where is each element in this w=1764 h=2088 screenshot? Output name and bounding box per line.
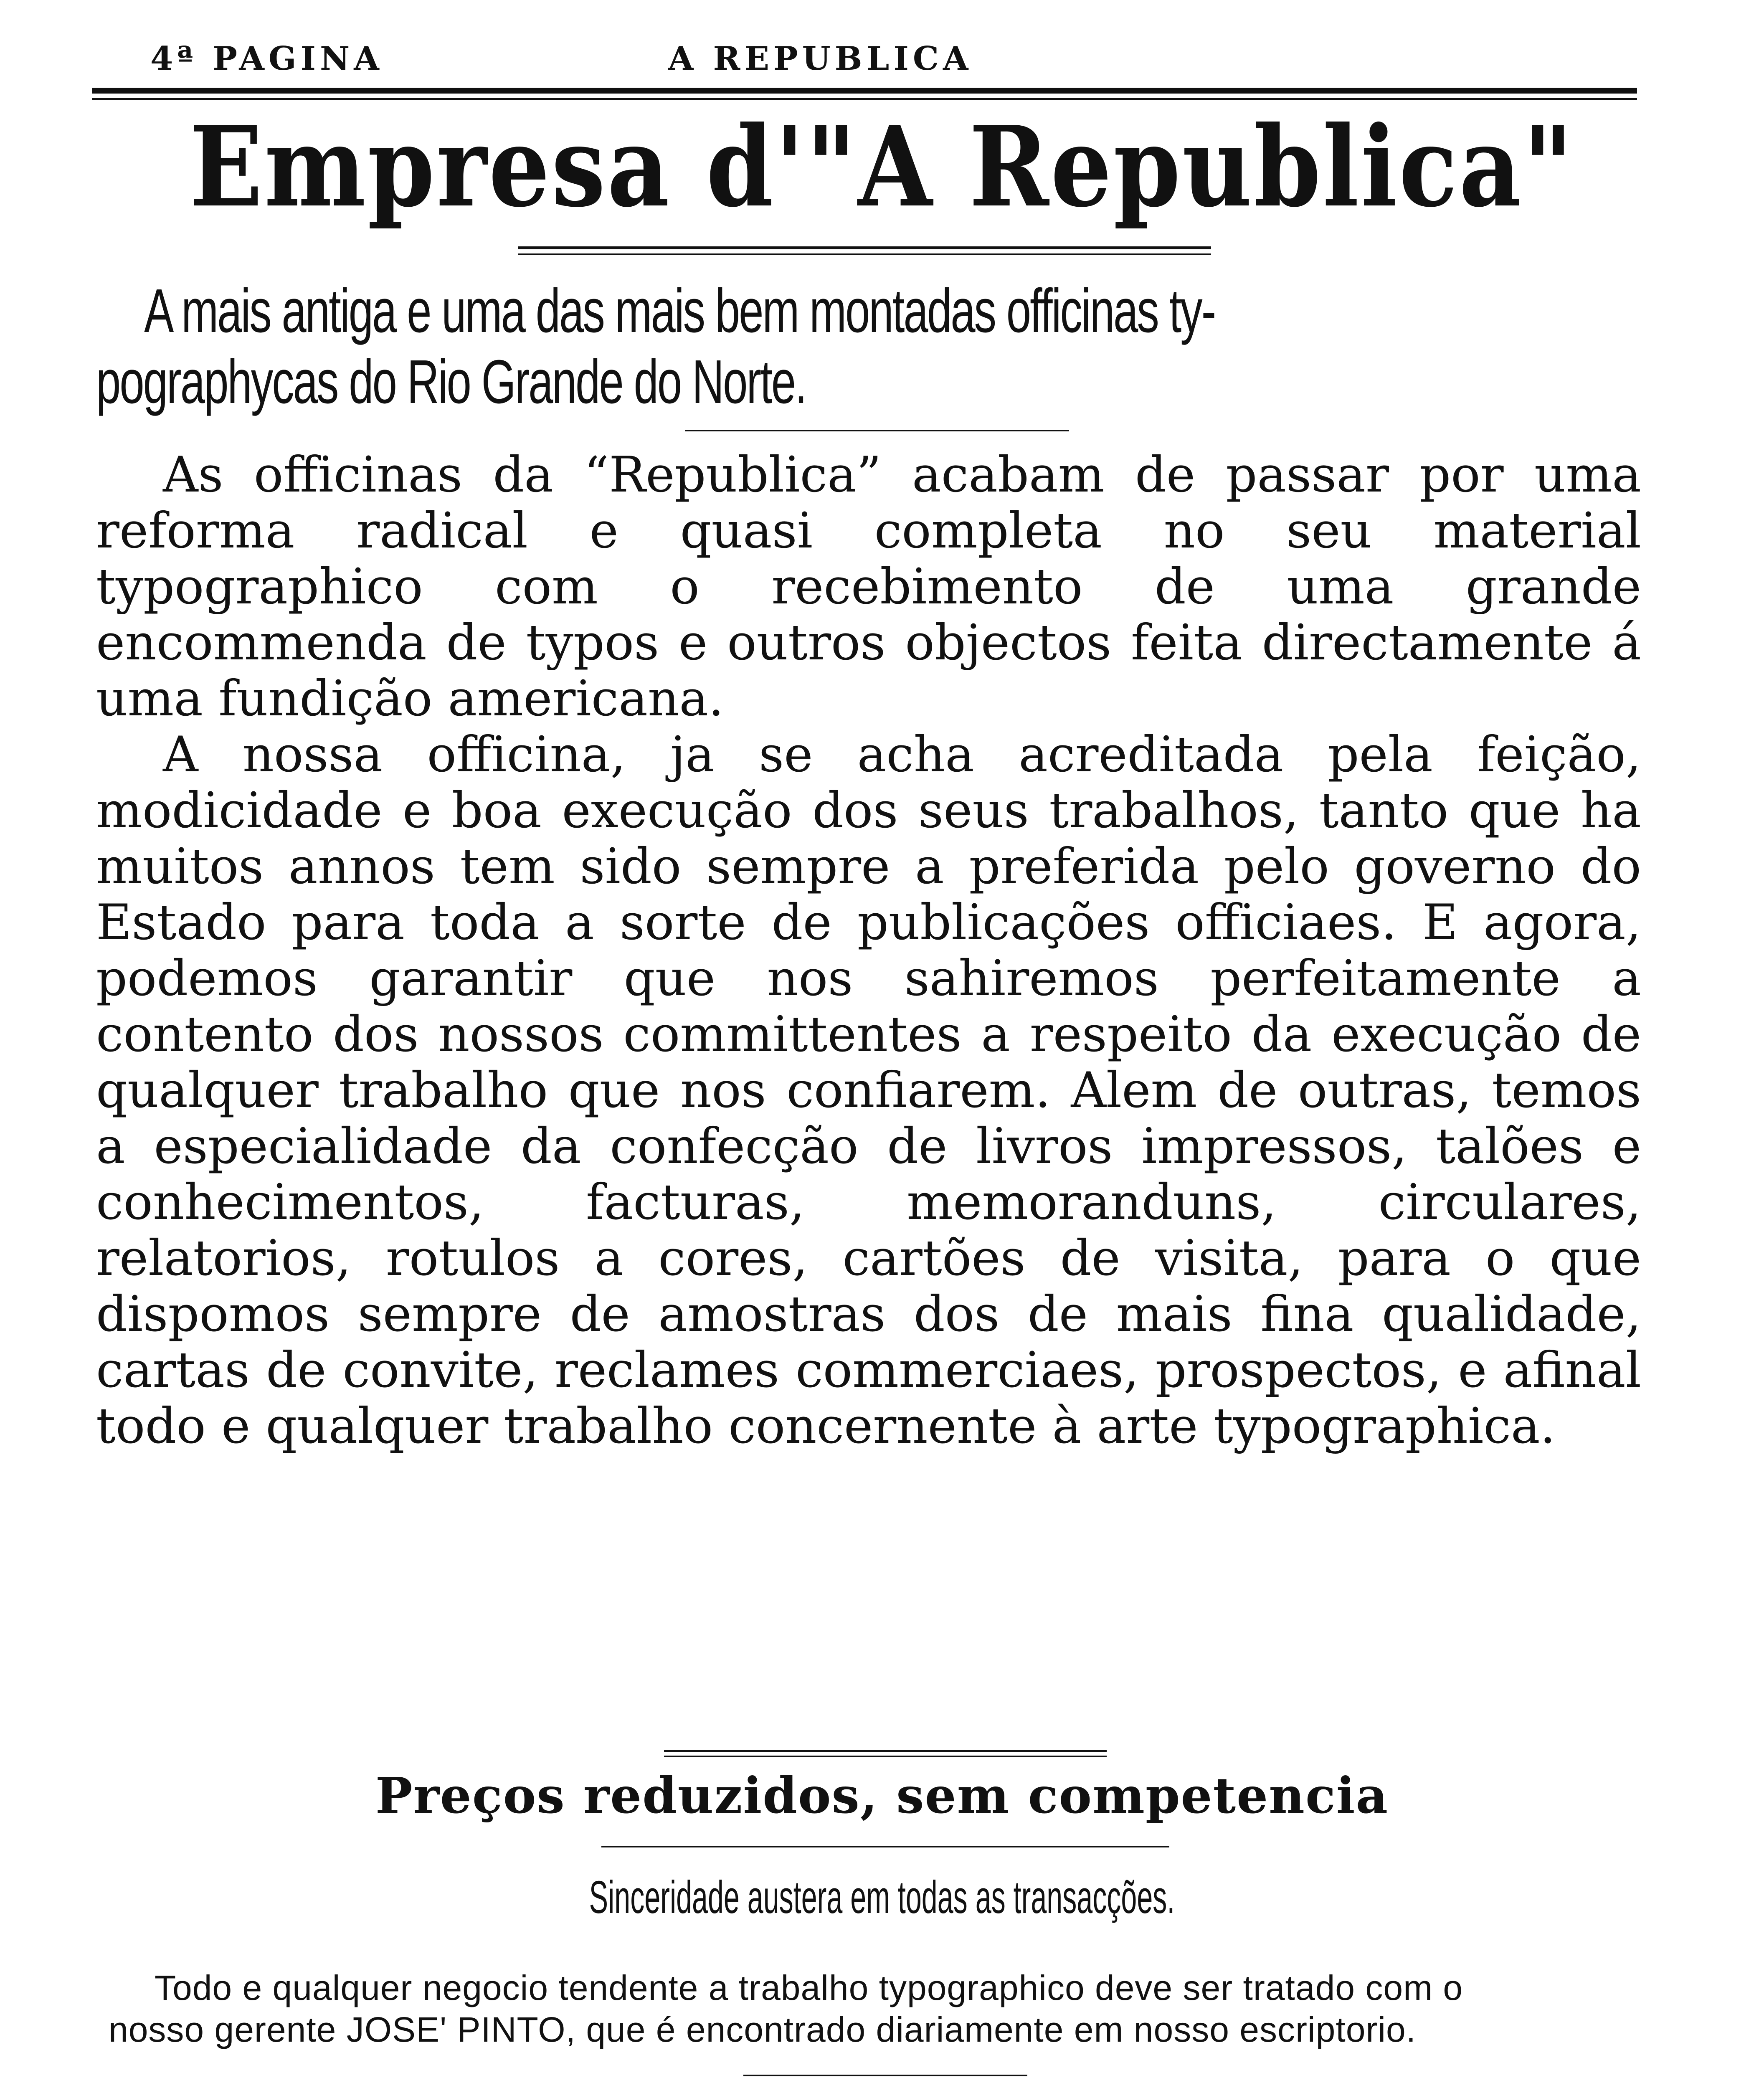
masthead-title: Empresa d'"A Republica" bbox=[189, 102, 1575, 232]
lead-paragraph bbox=[96, 276, 1642, 418]
body-paragraph-1: As officinas da “Republica” acabam de passar por uma reforma radical e quasi completa no seu material typographico com o recebimento de uma grande encommenda de typos e outros objectos feita directamente á uma fundição americana. bbox=[96, 446, 1641, 727]
sincerity-line: Sinceridade austera em todas as transacções. bbox=[589, 1872, 1175, 1923]
manager-notice-line-1: Todo e qualquer negocio tendente a trabalho typographico deve ser tratado com o bbox=[155, 1968, 1463, 2007]
page-number-header: 4ª PAGINA bbox=[150, 40, 383, 78]
section-rule-1 bbox=[664, 1750, 1107, 1752]
manager-notice bbox=[109, 1967, 1645, 2050]
lead-line-1: A mais antiga e uma das mais bem montadas officinas ty- bbox=[144, 276, 1215, 345]
manager-notice-line-2: nosso gerente JOSE' PINTO, que é encontrado diariamente em nosso escriptorio. bbox=[109, 2010, 1417, 2049]
prices-underline bbox=[601, 1846, 1169, 1847]
masthead-underline bbox=[518, 246, 1211, 249]
body-paragraph-2: A nossa officina, ja se acha acreditada pela feição, modicidade e boa execução dos seus trabalhos, tanto que ha muitos annos tem sido sempre a preferida pelo governo do Estado para toda a sorte de publicações officiaes. E agora, podemos garantir que nos sahiremos perfeitamente a contento dos nossos committentes a respeito da execução de qualquer trabalho que nos confiarem. Alem de outras, temos a especialidade da confecção de livros impressos, talões e conhecimentos, facturas, memoranduns, circulares, relatorios, rotulos a cores, cartões de visita, para o que dispomos sempre de amostras dos de mais fina qualidade, cartas de convite, reclames commerciaes, prospectos, e afinal todo e qualquer trabalho concernente à arte typographica. bbox=[96, 726, 1641, 1455]
body-text bbox=[96, 447, 1641, 1454]
newspaper-name-header: A REPUBLICA bbox=[668, 40, 973, 78]
header-rule-thick bbox=[92, 88, 1637, 94]
lead-divider bbox=[685, 430, 1069, 431]
lead-line-2: pographycas do Rio Grande do Norte. bbox=[96, 347, 806, 416]
ornament-divider-1 bbox=[743, 2075, 1027, 2076]
prices-heading: Preços reduzidos, sem competencia bbox=[375, 1766, 1389, 1824]
masthead-underline-2 bbox=[518, 253, 1211, 255]
section-rule-2 bbox=[664, 1756, 1107, 1757]
